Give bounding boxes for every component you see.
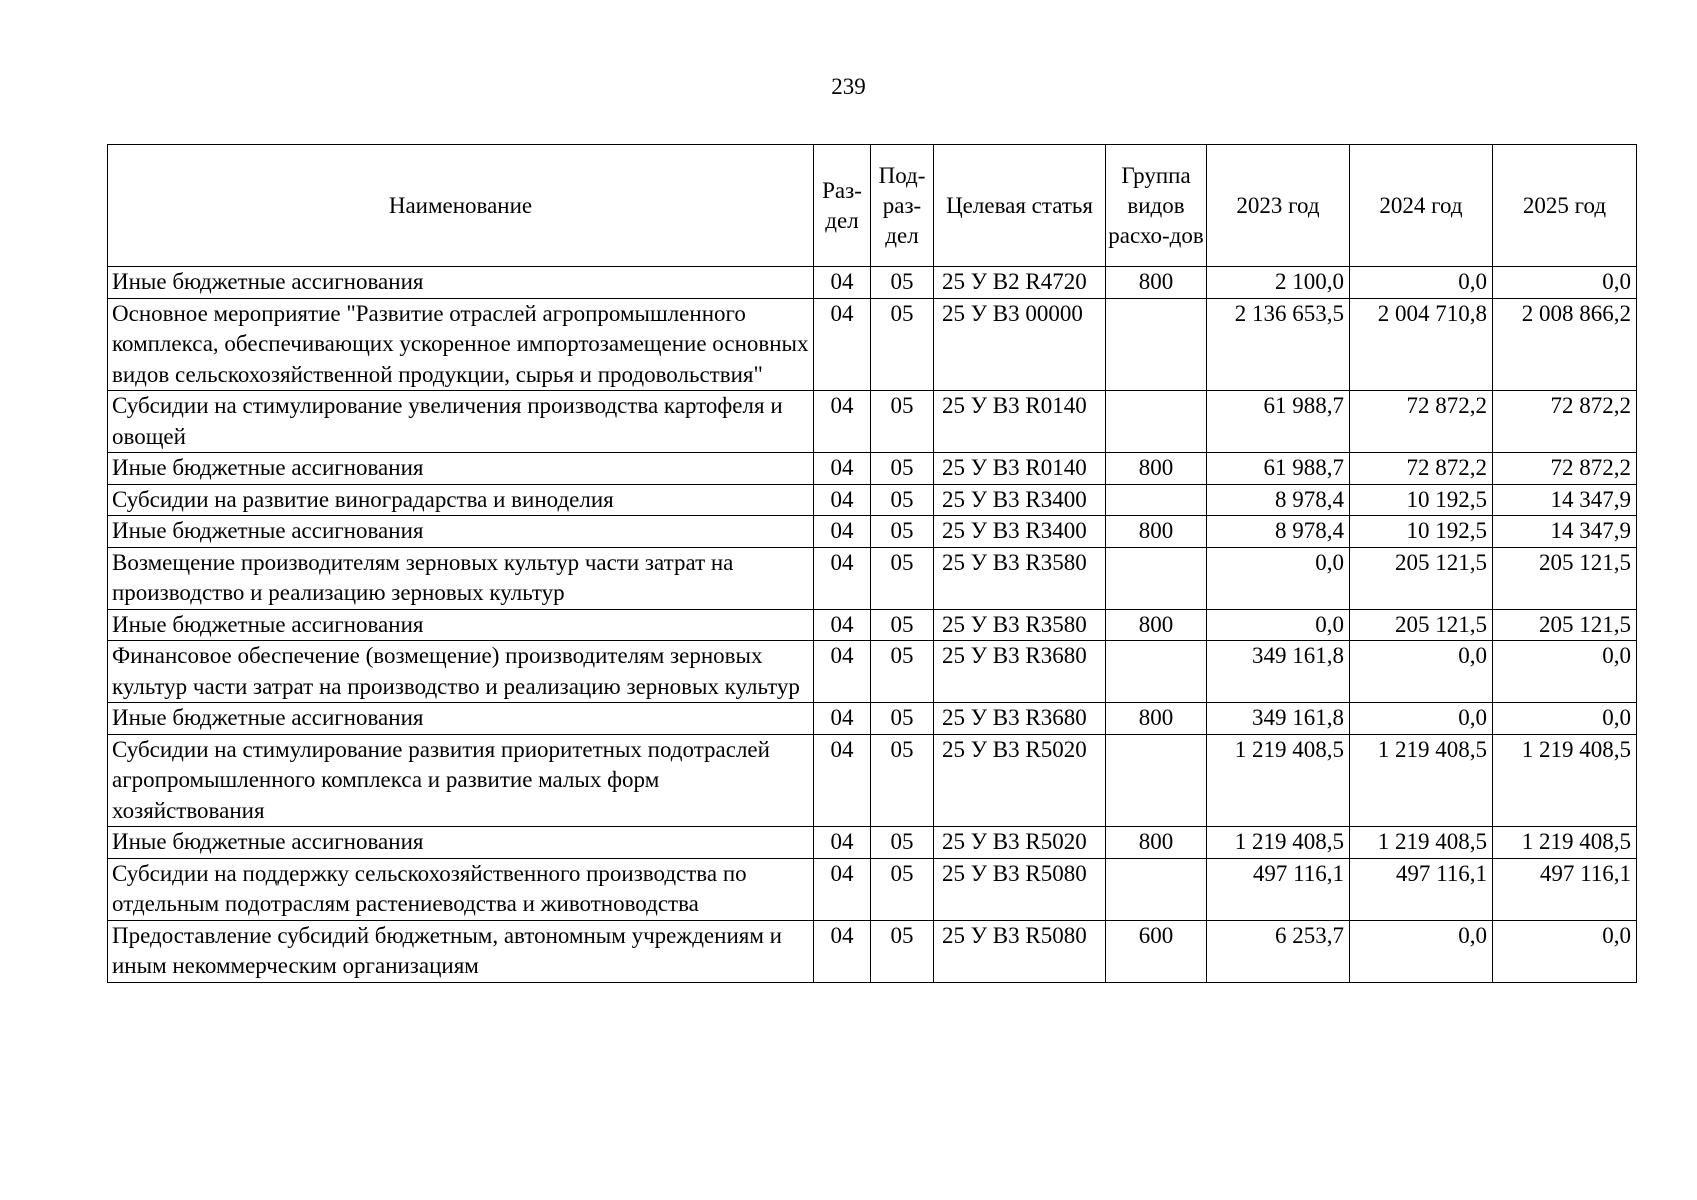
cell-2025: 1 219 408,5 bbox=[1493, 827, 1637, 859]
cell-expense-group: 800 bbox=[1106, 827, 1207, 859]
cell-name: Субсидии на стимулирование развития приоритетных подотраслей агропромышленного комплекса и развитие малых форм хозяйствования bbox=[108, 734, 814, 827]
cell-name: Иные бюджетные ассигнования bbox=[108, 827, 814, 859]
cell-section: 04 bbox=[814, 484, 871, 516]
cell-2024: 0,0 bbox=[1350, 267, 1493, 299]
table-row bbox=[108, 516, 1637, 548]
cell-target-item: 25 У В3 R3680 bbox=[934, 703, 1106, 735]
cell-subsection: 05 bbox=[871, 858, 934, 920]
cell-subsection: 05 bbox=[871, 734, 934, 827]
cell-subsection: 05 bbox=[871, 484, 934, 516]
cell-2023: 2 136 653,5 bbox=[1207, 298, 1350, 391]
cell-subsection: 05 bbox=[871, 609, 934, 641]
page-number: 239 bbox=[831, 74, 866, 99]
cell-subsection: 05 bbox=[871, 267, 934, 299]
cell-name: Возмещение производителям зерновых культур части затрат на производство и реализацию зерновых культур bbox=[108, 547, 814, 609]
cell-section: 04 bbox=[814, 858, 871, 920]
cell-2025: 497 116,1 bbox=[1493, 858, 1637, 920]
cell-expense-group: 800 bbox=[1106, 453, 1207, 485]
cell-2025: 14 347,9 bbox=[1493, 516, 1637, 548]
table-row bbox=[108, 703, 1637, 735]
cell-section: 04 bbox=[814, 734, 871, 827]
cell-target-item: 25 У В3 R5080 bbox=[934, 920, 1106, 982]
table-row bbox=[108, 453, 1637, 485]
cell-section: 04 bbox=[814, 920, 871, 982]
table-row bbox=[108, 920, 1637, 982]
cell-section: 04 bbox=[814, 267, 871, 299]
cell-section: 04 bbox=[814, 298, 871, 391]
table-row bbox=[108, 609, 1637, 641]
cell-2024: 72 872,2 bbox=[1350, 453, 1493, 485]
cell-subsection: 05 bbox=[871, 298, 934, 391]
cell-2024: 0,0 bbox=[1350, 703, 1493, 735]
cell-2025: 205 121,5 bbox=[1493, 609, 1637, 641]
cell-name: Иные бюджетные ассигнования bbox=[108, 703, 814, 735]
cell-2025: 0,0 bbox=[1493, 703, 1637, 735]
cell-name: Субсидии на развитие виноградарства и виноделия bbox=[108, 484, 814, 516]
cell-2024: 205 121,5 bbox=[1350, 609, 1493, 641]
header-expense-group: Группа видов расхо-дов bbox=[1106, 145, 1207, 267]
cell-target-item: 25 У В3 R0140 bbox=[934, 453, 1106, 485]
table-row bbox=[108, 484, 1637, 516]
cell-expense-group: 800 bbox=[1106, 267, 1207, 299]
cell-target-item: 25 У В3 R3400 bbox=[934, 516, 1106, 548]
cell-expense-group: 800 bbox=[1106, 703, 1207, 735]
cell-expense-group bbox=[1106, 484, 1207, 516]
cell-expense-group bbox=[1106, 391, 1207, 453]
cell-section: 04 bbox=[814, 827, 871, 859]
cell-subsection: 05 bbox=[871, 547, 934, 609]
table-row bbox=[108, 547, 1637, 609]
cell-2025: 0,0 bbox=[1493, 267, 1637, 299]
cell-target-item: 25 У В3 R5020 bbox=[934, 734, 1106, 827]
cell-expense-group bbox=[1106, 858, 1207, 920]
cell-2024: 205 121,5 bbox=[1350, 547, 1493, 609]
cell-2023: 1 219 408,5 bbox=[1207, 734, 1350, 827]
cell-target-item: 25 У В3 R3680 bbox=[934, 641, 1106, 703]
cell-2024: 497 116,1 bbox=[1350, 858, 1493, 920]
cell-2023: 497 116,1 bbox=[1207, 858, 1350, 920]
cell-name: Иные бюджетные ассигнования bbox=[108, 516, 814, 548]
cell-2023: 8 978,4 bbox=[1207, 484, 1350, 516]
cell-subsection: 05 bbox=[871, 516, 934, 548]
cell-subsection: 05 bbox=[871, 391, 934, 453]
cell-name: Предоставление субсидий бюджетным, автономным учреждениям и иным некоммерческим организациям bbox=[108, 920, 814, 982]
cell-expense-group bbox=[1106, 641, 1207, 703]
cell-2023: 0,0 bbox=[1207, 547, 1350, 609]
cell-2025: 14 347,9 bbox=[1493, 484, 1637, 516]
cell-expense-group bbox=[1106, 298, 1207, 391]
cell-2025: 72 872,2 bbox=[1493, 453, 1637, 485]
cell-2025: 2 008 866,2 bbox=[1493, 298, 1637, 391]
cell-2024: 2 004 710,8 bbox=[1350, 298, 1493, 391]
cell-2024: 1 219 408,5 bbox=[1350, 734, 1493, 827]
cell-2024: 10 192,5 bbox=[1350, 484, 1493, 516]
table-row bbox=[108, 391, 1637, 453]
cell-name: Финансовое обеспечение (возмещение) производителям зерновых культур части затрат на производство и реализацию зерновых культур bbox=[108, 641, 814, 703]
cell-2025: 205 121,5 bbox=[1493, 547, 1637, 609]
header-2024: 2024 год bbox=[1350, 145, 1493, 267]
header-subsection: Под-раз-дел bbox=[871, 145, 934, 267]
table-header-row bbox=[108, 145, 1637, 267]
cell-subsection: 05 bbox=[871, 703, 934, 735]
cell-2023: 6 253,7 bbox=[1207, 920, 1350, 982]
cell-2024: 10 192,5 bbox=[1350, 516, 1493, 548]
cell-2024: 1 219 408,5 bbox=[1350, 827, 1493, 859]
cell-section: 04 bbox=[814, 391, 871, 453]
cell-section: 04 bbox=[814, 453, 871, 485]
cell-subsection: 05 bbox=[871, 920, 934, 982]
header-section: Раз-дел bbox=[814, 145, 871, 267]
cell-section: 04 bbox=[814, 547, 871, 609]
cell-2023: 61 988,7 bbox=[1207, 453, 1350, 485]
cell-target-item: 25 У В3 R0140 bbox=[934, 391, 1106, 453]
cell-name: Субсидии на поддержку сельскохозяйственного производства по отдельным подотраслям растениеводства и животноводства bbox=[108, 858, 814, 920]
cell-2024: 0,0 bbox=[1350, 920, 1493, 982]
cell-2023: 8 978,4 bbox=[1207, 516, 1350, 548]
table-row bbox=[108, 827, 1637, 859]
table-row bbox=[108, 267, 1637, 299]
cell-target-item: 25 У В3 R5080 bbox=[934, 858, 1106, 920]
cell-expense-group bbox=[1106, 547, 1207, 609]
cell-target-item: 25 У В2 R4720 bbox=[934, 267, 1106, 299]
cell-subsection: 05 bbox=[871, 641, 934, 703]
cell-2024: 72 872,2 bbox=[1350, 391, 1493, 453]
table-row bbox=[108, 858, 1637, 920]
header-2023: 2023 год bbox=[1207, 145, 1350, 267]
budget-table bbox=[107, 144, 1637, 983]
cell-2023: 349 161,8 bbox=[1207, 641, 1350, 703]
cell-target-item: 25 У В3 R3400 bbox=[934, 484, 1106, 516]
cell-section: 04 bbox=[814, 516, 871, 548]
cell-section: 04 bbox=[814, 609, 871, 641]
cell-2025: 0,0 bbox=[1493, 641, 1637, 703]
cell-target-item: 25 У В3 00000 bbox=[934, 298, 1106, 391]
cell-section: 04 bbox=[814, 641, 871, 703]
table-row bbox=[108, 734, 1637, 827]
cell-section: 04 bbox=[814, 703, 871, 735]
cell-expense-group: 800 bbox=[1106, 609, 1207, 641]
header-target-item: Целевая статья bbox=[934, 145, 1106, 267]
table-row bbox=[108, 641, 1637, 703]
header-2025: 2025 год bbox=[1493, 145, 1637, 267]
cell-target-item: 25 У В3 R5020 bbox=[934, 827, 1106, 859]
cell-2023: 61 988,7 bbox=[1207, 391, 1350, 453]
cell-2025: 1 219 408,5 bbox=[1493, 734, 1637, 827]
cell-2024: 0,0 bbox=[1350, 641, 1493, 703]
table-row bbox=[108, 298, 1637, 391]
cell-subsection: 05 bbox=[871, 453, 934, 485]
cell-name: Субсидии на стимулирование увеличения производства картофеля и овощей bbox=[108, 391, 814, 453]
cell-expense-group: 600 bbox=[1106, 920, 1207, 982]
cell-target-item: 25 У В3 R3580 bbox=[934, 547, 1106, 609]
cell-2023: 2 100,0 bbox=[1207, 267, 1350, 299]
cell-2025: 72 872,2 bbox=[1493, 391, 1637, 453]
cell-subsection: 05 bbox=[871, 827, 934, 859]
cell-expense-group bbox=[1106, 734, 1207, 827]
cell-name: Иные бюджетные ассигнования bbox=[108, 453, 814, 485]
cell-name: Иные бюджетные ассигнования bbox=[108, 267, 814, 299]
cell-name: Иные бюджетные ассигнования bbox=[108, 609, 814, 641]
cell-2023: 1 219 408,5 bbox=[1207, 827, 1350, 859]
table-body bbox=[108, 267, 1637, 983]
cell-2023: 0,0 bbox=[1207, 609, 1350, 641]
cell-name: Основное мероприятие "Развитие отраслей агропромышленного комплекса, обеспечивающих ускоренное импортозамещение основных видов сельскохозяйственной продукции, сырья и продовольствия" bbox=[108, 298, 814, 391]
cell-expense-group: 800 bbox=[1106, 516, 1207, 548]
cell-2023: 349 161,8 bbox=[1207, 703, 1350, 735]
cell-target-item: 25 У В3 R3580 bbox=[934, 609, 1106, 641]
header-name: Наименование bbox=[108, 145, 814, 267]
cell-2025: 0,0 bbox=[1493, 920, 1637, 982]
